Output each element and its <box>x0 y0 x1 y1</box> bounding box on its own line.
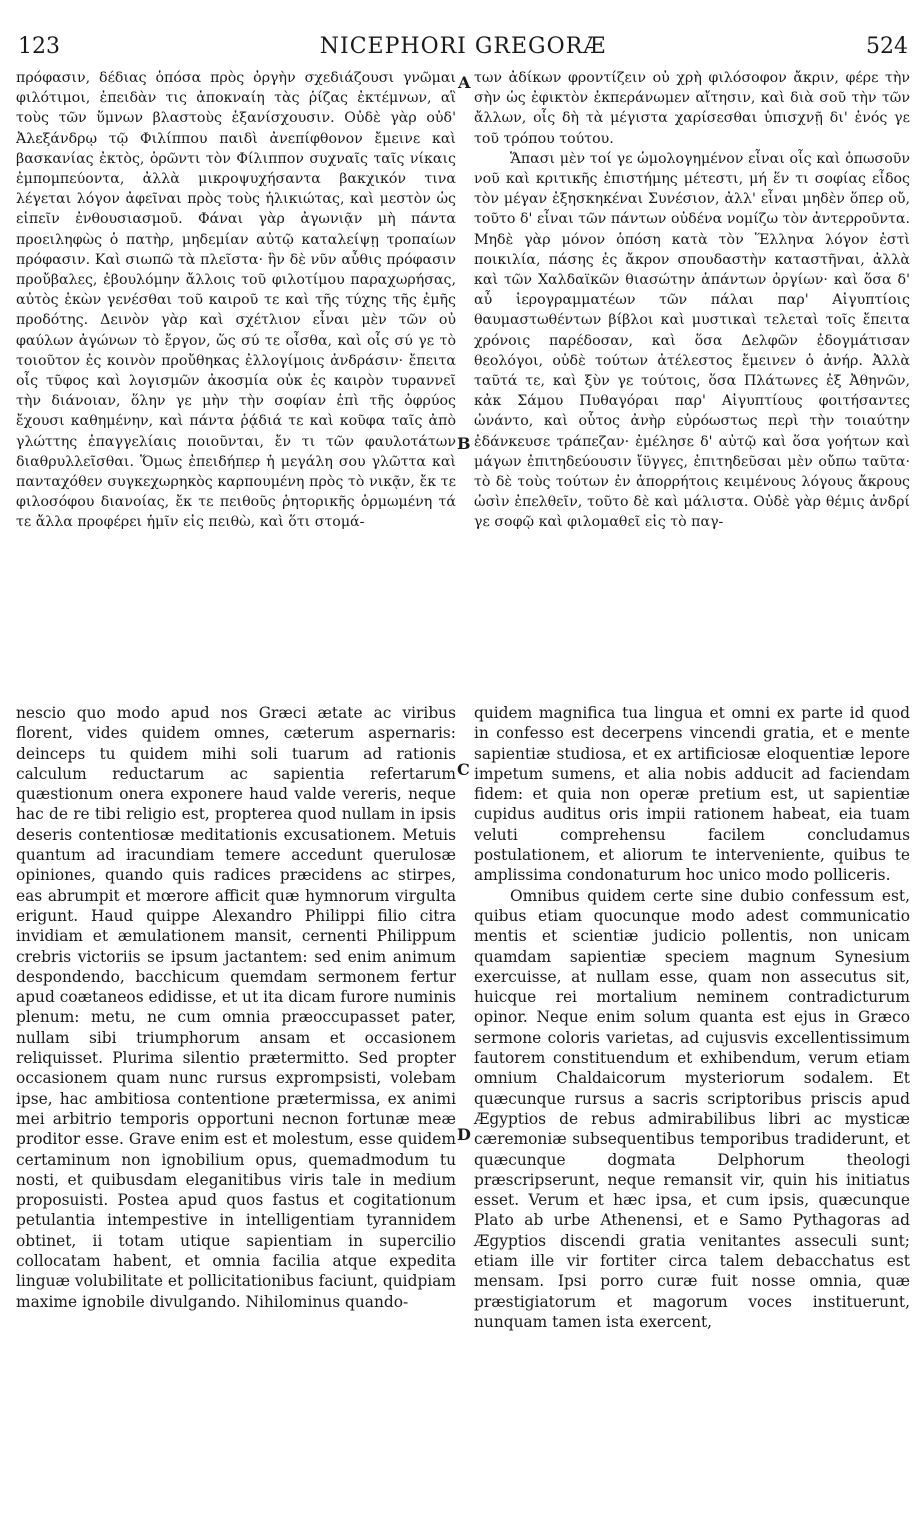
margin-marker-b: B <box>457 434 471 453</box>
margin-marker-d: D <box>457 1125 471 1144</box>
greek-paragraph: Ἅπασι μὲν τοί γε ὡμολογημένον εἶναι οἷς καὶ ὁπωσοῦν νοῦ καὶ κριτικῆς ἐπιστήμης μέτεστι, μή ἕν τι σοφίας εἶδος τὸν μέγαν ἐξησκηκέναι Συνέσιον, ἀλλ' εἶναι μηδὲν ὅπερ οὔ, τοῦτο δ' εἶναι τῶν πάντων οὐδένα νομίζω τὸν ἀντερροῦντα. Μηδὲ γὰρ μόνον ὁπόση κατὰ τὸν Ἕλληνα λόγον ἐστὶ ποικιλία, πάσης ἐς ἄκρον σπουδαστὴν καταστῆναι, ἀλλὰ καὶ τῶν Χαλδαϊκῶν θιασώτην ἁπάντων ὀργίων· καὶ ὅσα δ' αὖ ἱερογραμματέων τῶν πάλαι παρ' Αἰγυπτίοις θαυμαστωθέντων βίβλοι καὶ μυστικαὶ τελεταὶ τοῖς ἔπειτα χρόνοις παρέδοσαν, καὶ ὅσα Δελφῶν ἐδογμάτισαν θεολόγοι, οὐδὲ τούτων ἀτέλεστος ἔμεινεν ὁ ἀνήρ. Ἀλλὰ ταῦτά τε, καὶ ξὺν γε τούτοις, ὅσα Πλάτωνες ἐξ Ἀθηνῶν, κἀκ Σάμου Πυθαγόραι παρ' Αἰγυπτίους φοιτήσαντες ὠνάντο, καὶ οὗτος ἀνὴρ εὐρόωστως περὶ τὴν τοιαύτην ἐδάνκευσε τράπεζαν· ἐμέλησε δ' αὐτῷ καὶ ὅσα γοήτων καὶ μάγων ἐπιτηδεύουσιν ἴϋγγες, ἐπιτηδεῦσαι μὲν οὔπω ταῦτα· τὸ δὲ τοὺς τούτων ἐν ἀπορρήτοις κειμένους λόγους ἄκρους ὠσὶν ἐπελθεῖν, τοῦτο δὲ καὶ μάλιστα. Οὐδὲ γὰρ θέμις ἀνδρί γε σοφῷ καὶ φιλομαθεῖ εἰς τὸ παγ- <box>474 150 910 531</box>
latin-paragraph: Omnibus quidem certe sine dubio confessum est, quibus etiam quocunque modo adest communicatio mentis et scientiæ judicio pollentis, non unicam quamdam sapientiæ speciem magnum Synesium exercuisse, at nullam esse, quam non assecutus sit, huicque rei mortalium neminem contradicturum opinor. Neque enim solum quanta est ejus in Græco sermone coloris varietas, ad cujusvis excellentissimum fautorem constituendum et exhibendum, verum etiam omnium Chaldaicorum mysteriorum sodalem. Et quæcunque rursus a sacris scriptoribus priscis apud Ægyptios de rebus admirabilibus libri ac mysticæ cæremoniæ subsequentibus temporibus tradiderunt, et quæcunque dogmata Delphorum theologi præscripserunt, neque remansit vir, quin his initiatus esset. Verum et hæc ipsa, et cum ipsis, quæcunque Plato ab urbe Athenensi, et e Samo Pythagoras ad Ægyptios discendi gratia venitantes asseculi sunt; etiam ille vir fortiter circa talem debacchatus est mensam. Ipsi porro curæ fuit nosse omnia, quæ præstigiatorum et magorum voces instituerunt, nunquam tamen ista exercent, <box>474 886 910 1331</box>
running-title: NICEPHORI GREGORÆ <box>319 34 607 59</box>
margin-marker-a: A <box>458 73 471 92</box>
greek-text-left-column <box>16 68 456 533</box>
latin-text-right-column <box>474 703 910 1332</box>
running-header <box>18 30 908 64</box>
page-number-left: 123 <box>18 34 60 59</box>
latin-paragraph: nescio quo modo apud nos Græci ætate ac viribus florent, vides quidem omnes, cæterum aspernaris: deinceps tu quidem mihi soli tuarum ad rationis calculum reductarum ac sapientia refertarum quæstionum onera exponere haud valde vereris, neque hac de re tibi religio est, propterea quod nullam in ipsis deseris contentiosæ meditationis excusationem. Metuis quantum ad iracundiam temere accedunt querulosæ opiniones, quando quis radices præcidens ac stirpes, eas abrumpit et mœrore afficit quæ hymnorum virgulta erigunt. Haud quippe Alexandro Philippi filio citra invidiam et æmulationem mansit, cernenti Philippum crebris victoriis se ipsum jactantem: sed enim animum despondendo, bacchicum quemdam sermonem fertur apud coætaneos edidisse, et ut ita dicam furore numinis plenum: metu, ne cum omnia præoccupasset pater, nullam sibi triumphorum ansam et occasionem reliquisset. Plurima silentio prætermitto. Sed propter occasionem quam nunc rursus exprompsisti, volebam ipse, hac ambitiosa contentione prætermissa, ex animi mei arbitrio temporis opportuni necnon fortunæ meæ proditor esse. Grave enim est et molestum, esse quidem certaminum non ignobilium opus, quemadmodum tu nosti, et quibusdam eleganitibus viris tale in medium proposuisti. Postea apud quos fastus et cogitationum petulantia intempestive in intelligentiam tyrannidem obtinet, ii totam utique sapientiam in supercilio collocatam habent, et omnia facilia atque expedita linguæ volubilitate et pollicitationibus faciunt, quidpiam maxime ignobile divulgando. Nihilominus quando- <box>16 704 456 1311</box>
page-number-right: 524 <box>866 34 908 59</box>
greek-paragraph: των ἀδίκων φροντίζειν οὐ χρὴ φιλόσοφον ἄκριν, φέρε τὴν σὴν ὡς ἐφικτὸν ἐκπεράνωμεν αἴτησιν, καὶ διὰ σοῦ τὴν τῶν ἄλλων, οἷς δὴ τὰ μέγιστα χαρίσεσθαι ὑπισχνῇ δι' ἑνός γε τοῦ τρόπου τούτου. <box>474 70 910 147</box>
margin-marker-c: C <box>457 760 470 779</box>
latin-text-left-column <box>16 703 456 1312</box>
greek-text-right-column <box>474 68 910 533</box>
greek-paragraph: πρόφασιν, δέδιας ὁπόσα πρὸς ὀργὴν σχεδιάζουσι γνῶμαι φιλότιμοι, ἐπειδὰν τις ἀποκναίη τὰς ῥίζας ἐκτέμνων, αἳ τοὺς τῶν ὕμνων βλαστοὺς ἐξανίσχουσιν. Οὐδὲ γὰρ οὐδ' Ἀλεξάνδρῳ τῷ Φιλίππου παιδὶ ἀνεπίφθονον ἔμεινε καὶ βασκανίας ἐκτὸς, ὁρῶντι τὸν Φίλιππον συχναῖς ταῖς νίκαις ἐμπομπεύοντα, ἀλλὰ μικροψυχήσαντα βακχικόν τινα λέγεται λόγον ἀφεῖναι πρὸς τοὺς ἡλικιώτας, καὶ μεστὸν ὡς εἰπεῖν ἐνθουσιασμοῦ. Φάναι γὰρ ἀγωνιᾷν μὴ πάντα προειληφὼς ὁ πατὴρ, μηδεμίαν αὐτῷ καταλείψῃ τροπαίων πρόφασιν. Καὶ σιωπῶ τὰ πλεῖστα· ἣν δὲ νῦν αὖθις πρόφασιν προὔβαλες, ἐβουλόμην ἄλλοις τοῦ φιλοτίμου παραχωρήσας, αὐτὸς ἑκὼν γενέσθαι τοῦ καιροῦ τε καὶ τῆς τύχης τῆς ἐμῆς προδότης. Δεινὸν γὰρ καὶ σχέτλιον εἶναι μὲν τῶν οὐ φαύλων ἀγώνων τὸ ἔργον, ὥς σύ τε οἶσθα, καὶ οἷς σύ γε τὸ τοιοῦτον ἐς κοινὸν προὔθηκας ἐλλογίμοις ἀνδράσιν· ἔπειτα οἷς τῦφος καὶ λογισμῶν ἀκοσμία οὐκ ἐς καιρὸν τυραννεῖ τὴν διάνοιαν, ὅλην γε μὴν τὴν σοφίαν ἐπὶ τῆς ὀφρύος ἔχουσι καθημένην, καὶ πάντα ῥᾴδιά τε καὶ κοῦφα ταῖς ἀπὸ γλώττης ἐπαγγελίαις ποιοῦνται, ἔν τι τῶν φαυλοτάτων διαθρυλλεῖσθαι. Ὅμως ἐπειδήπερ ἡ μεγάλη σου γλῶττα καὶ πανταχόθεν συγκεχωρηκὸς καρπουμένη πρὸς τὸ νικᾷν, ἔκ τε φιλοσόφου διανοίας, ἔκ τε πειθοῦς ῥητορικῆς ὁρμωμένη τά τε ἄλλα προφέρει ἡμῖν εἰς πειθὼ, καὶ ὅτι στομά- <box>16 70 456 531</box>
latin-paragraph: quidem magnifica tua lingua et omni ex parte id quod in confesso est decerpens vincendi gratia, et e mente sapientiæ studiosa, et ex artificiosæ eloquentiæ lepore impetum sumens, et alia nobis adducit ad faciendam fidem: et quia non operæ pretium est, ut sapientiæ cupidus auditus oris impii rationem habeat, eia tuam veluti comprehensu facilem concludamus postulationem, et aliorum te interveniente, quibus te amplissima condonaturum hoc unico modo polliceris. <box>474 704 910 885</box>
